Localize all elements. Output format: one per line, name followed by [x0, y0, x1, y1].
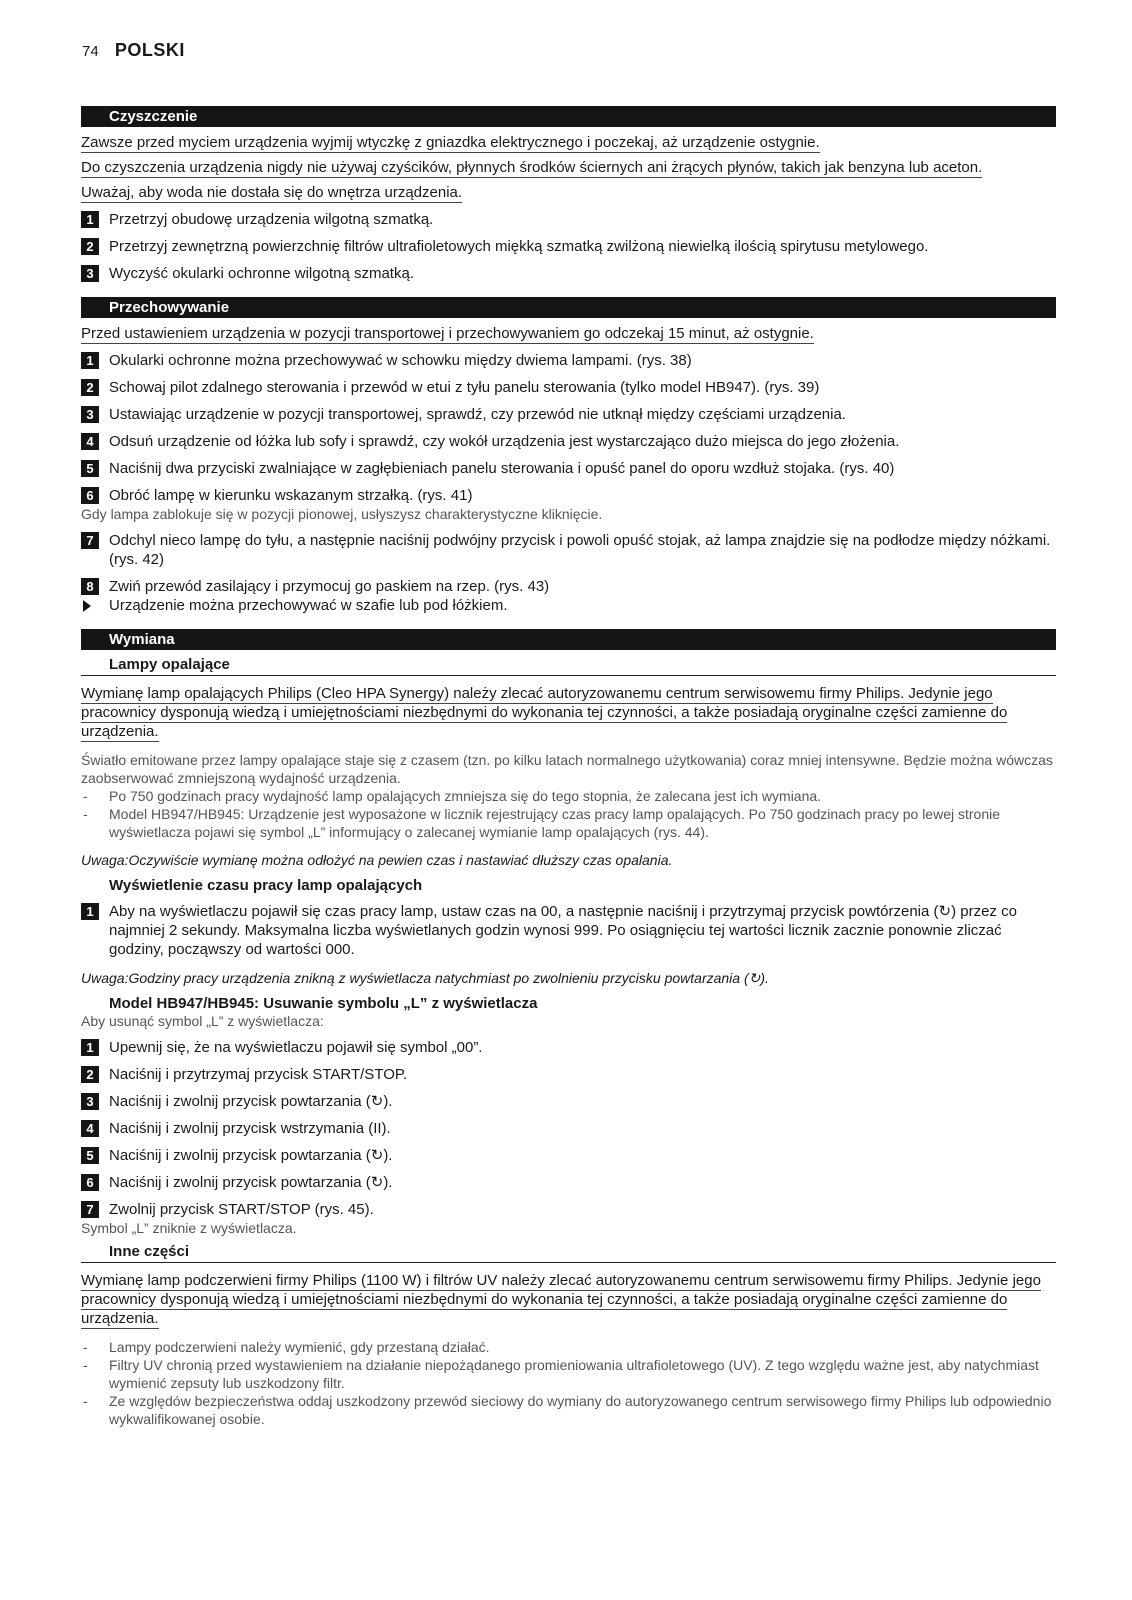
display-time-note: Uwaga:Godziny pracy urządzenia znikną z wyświetlacza natychmiast po zwolnieniu przycisku powtarzania (↻). — [81, 970, 769, 986]
cleaning-warning-2: Do czyszczenia urządzenia nigdy nie używaj czyścików, płynnych środków ściernych ani żrących płynów, takich jak benzyna lub aceton. — [81, 159, 983, 176]
cleaning-step: 2 Przetrzyj zewnętrzną powierzchnię filtrów ultrafioletowych miękką szmatką zwilżoną niewielką ilością spirytusu metylowego. — [81, 237, 1056, 256]
remove-l-step: 3 Naciśnij i zwolnij przycisk powtarzania (↻). — [81, 1092, 1056, 1111]
remove-l-step: 6 Naciśnij i zwolnij przycisk powtarzania (↻). — [81, 1173, 1056, 1192]
storage-step: 8 Zwiń przewód zasilający i przymocuj go paskiem na rzep. (rys. 43) — [81, 577, 1056, 596]
lamps-bullet: - Po 750 godzinach pracy wydajność lamp opalających zmniejsza się do tego stopnia, że zalecana jest ich wymiana. — [83, 788, 822, 804]
storage-step: 1 Okularki ochronne można przechowywać w schowku między dwiema lampami. (rys. 38) — [81, 351, 1056, 370]
subsection-title-display-time: Wyświetlenie czasu pracy lamp opalających — [109, 877, 423, 894]
subsection-title-remove-l: Model HB947/HB945: Usuwanie symbolu „L” z wyświetlacza — [109, 995, 538, 1012]
page-number: 74 — [82, 43, 99, 60]
section-title-cleaning: Czyszczenie — [81, 106, 1056, 127]
other-parts-bullet: - Lampy podczerwieni należy wymienić, gdy przestaną działać. — [83, 1339, 490, 1355]
storage-step6-note: Gdy lampa zablokuje się w pozycji pionowej, usłyszysz charakterystyczne kliknięcie. — [81, 506, 603, 522]
subsection-title-other-parts: Inne części — [81, 1243, 1056, 1263]
other-parts-bullet: - Ze względów bezpieczeństwa oddaj uszkodzony przewód sieciowy do wymiany do autoryzowanego centrum serwisowego firmy Philips lub odpowiednio wykwalifikowanej osobie. — [83, 1393, 1052, 1427]
remove-l-step: 2 Naciśnij i przytrzymaj przycisk START/STOP. — [81, 1065, 1056, 1084]
other-parts-warning: Wymianę lamp podczerwieni firmy Philips (1100 W) i filtrów UV należy zlecać autoryzowanemu centrum serwisowemu firmy Philips. Jedynie jego pracownicy dysponują wiedzą i umiejętnościami niezbędnymi do wykonania tej czynności, a także posiadają oryginalne części zamienne do urządzenia. — [81, 1272, 1041, 1327]
remove-l-outro: Symbol „L” zniknie z wyświetlacza. — [81, 1220, 297, 1236]
storage-step: 4 Odsuń urządzenie od łóżka lub sofy i sprawdź, czy wokół urządzenia jest wystarczająco dużo miejsca do jego złożenia. — [81, 432, 1056, 451]
lamps-intro: Światło emitowane przez lampy opalające staje się z czasem (tzn. po kilku latach normalnego użytkowania) coraz mniej intensywne. Będzie można wówczas zaobserwować zmniejszoną wydajność urządzenia. — [81, 752, 1053, 786]
page-header — [82, 40, 185, 61]
cleaning-step: 1 Przetrzyj obudowę urządzenia wilgotną szmatką. — [81, 210, 1056, 229]
cleaning-step: 3 Wyczyść okularki ochronne wilgotną szmatką. — [81, 264, 1056, 283]
remove-l-step: 1 Upewnij się, że na wyświetlaczu pojawił się symbol „00”. — [81, 1038, 1056, 1057]
remove-l-step: 4 Naciśnij i zwolnij przycisk wstrzymania (II). — [81, 1119, 1056, 1138]
storage-warning: Przed ustawieniem urządzenia w pozycji transportowej i przechowywaniem go odczekaj 15 minut, aż ostygnie. — [81, 325, 814, 342]
result-arrow-icon — [83, 600, 91, 612]
storage-step: 7 Odchyl nieco lampę do tyłu, a następnie naciśnij podwójny przycisk i powoli opuść stojak, aż lampa znajdzie się na podłodze między nóżkami. (rys. 42) — [81, 531, 1056, 569]
cleaning-warning-3: Uważaj, aby woda nie dostała się do wnętrza urządzenia. — [81, 184, 463, 201]
remove-l-intro: Aby usunąć symbol „L” z wyświetlacza: — [81, 1013, 324, 1029]
storage-step: 5 Naciśnij dwa przyciski zwalniające w zagłębieniach panelu sterowania i opuść panel do oporu wzdłuż stojaka. (rys. 40) — [81, 459, 1056, 478]
section-title-replacement: Wymiana — [81, 629, 1056, 650]
lamps-bullet: - Model HB947/HB945: Urządzenie jest wyposażone w licznik rejestrujący czas pracy lamp opalających. Po 750 godzinach pracy po lewej stronie wyświetlacza pojawi się symbol „L” informujący o zalecanej wymianie lamp opalających (rys. 44). — [83, 806, 1001, 840]
remove-l-step: 5 Naciśnij i zwolnij przycisk powtarzania (↻). — [81, 1146, 1056, 1165]
storage-result: Urządzenie można przechowywać w szafie lub pod łóżkiem. — [81, 596, 1056, 615]
storage-step: 6 Obróć lampę w kierunku wskazanym strzałką. (rys. 41) — [81, 486, 1056, 505]
cleaning-warning-1: Zawsze przed myciem urządzenia wyjmij wtyczkę z gniazdka elektrycznego i poczekaj, aż urządzenie ostygnie. — [81, 134, 820, 151]
storage-step: 2 Schowaj pilot zdalnego sterowania i przewód w etui z tyłu panelu sterowania (tylko model HB947). (rys. 39) — [81, 378, 1056, 397]
subsection-title-lamps: Lampy opalające — [81, 656, 1056, 676]
page-content — [81, 106, 1056, 1428]
language-label: POLSKI — [114, 40, 185, 60]
lamps-warning: Wymianę lamp opalających Philips (Cleo HPA Synergy) należy zlecać autoryzowanemu centrum serwisowemu firmy Philips. Jedynie jego pracownicy dysponują wiedzą i umiejętnościami niezbędnymi do wykonania tej czynności, a także posiadają oryginalne części zamienne do urządzenia. — [81, 685, 1008, 740]
other-parts-bullet: - Filtry UV chronią przed wystawieniem na działanie niepożądanego promieniowania ultrafioletowego (UV). Z tego względu ważne jest, aby natychmiast wymienić zepsuty lub uszkodzony filtr. — [83, 1357, 1039, 1391]
lamps-note: Uwaga:Oczywiście wymianę można odłożyć na pewien czas i nastawiać dłuższy czas opalania. — [81, 852, 673, 868]
section-title-storage: Przechowywanie — [81, 297, 1056, 318]
display-time-step: 1 Aby na wyświetlaczu pojawił się czas pracy lamp, ustaw czas na 00, a następnie naciśnij i przytrzymaj przycisk powtórzenia (↻) przez co najmniej 2 sekundy. Maksymalna liczba wyświetlanych godzin wynosi 999. Po osiągnięciu tej wartości licznik zacznie ponownie zliczać godziny, począwszy od wartości 000. — [81, 902, 1056, 959]
storage-step: 3 Ustawiając urządzenie w pozycji transportowej, sprawdź, czy przewód nie utknął między częściami urządzenia. — [81, 405, 1056, 424]
remove-l-step: 7 Zwolnij przycisk START/STOP (rys. 45). — [81, 1200, 1056, 1219]
